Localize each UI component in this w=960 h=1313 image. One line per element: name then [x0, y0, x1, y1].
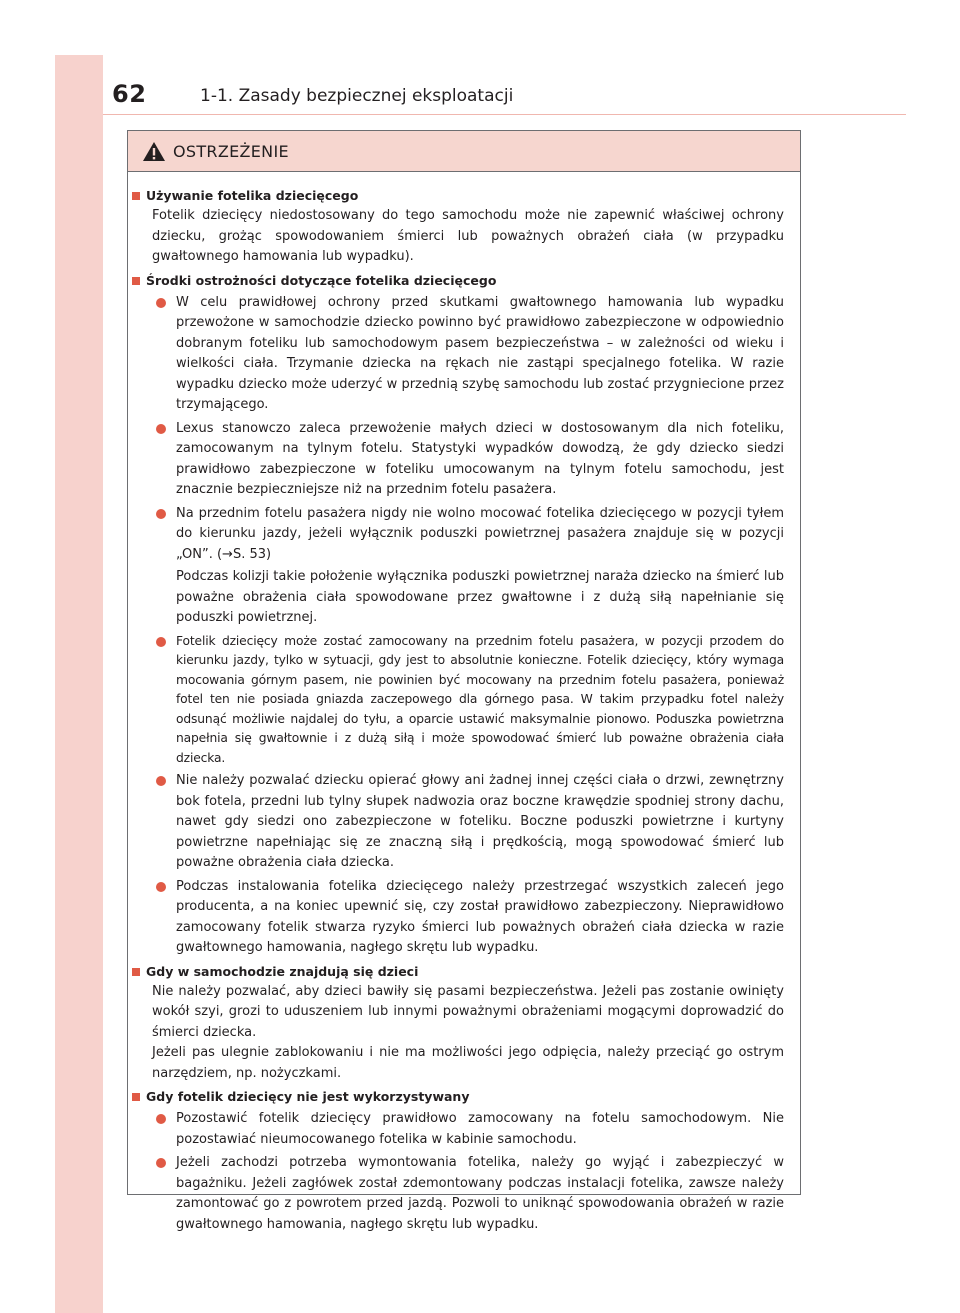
section-seat-not-used	[132, 1087, 784, 1235]
warning-box	[127, 130, 801, 1232]
bullet-item	[132, 504, 784, 629]
warning-header	[128, 131, 800, 172]
section-paragraph: Jeżeli pas ulegnie zablokowaniu i nie ma możliwości jego odpięcia, należy przeciąć go ostrym narzędziem, np. nożyczkami.	[152, 1045, 784, 1081]
section-heading: Gdy w samochodzie znajdują się dzieci	[132, 962, 784, 982]
side-color-band	[55, 55, 103, 1313]
section-heading: Gdy fotelik dziecięcy nie jest wykorzystywany	[132, 1087, 784, 1107]
header-divider	[103, 114, 906, 115]
warning-title: OSTRZEŻENIE	[173, 141, 289, 161]
running-header: 1-1. Zasady bezpiecznej eksploatacji	[200, 86, 514, 106]
bullet-text: Na przednim fotelu pasażera nigdy nie wolno mocować fotelika dziecięcego w pozycji tyłem do kierunku jazdy, jeżeli wyłącznik poduszki powietrznej pasażera znajduje się w pozycji „ON”. (→S. 53)	[176, 505, 784, 562]
page-number: 62	[112, 80, 147, 108]
bullet-item: Fotelik dziecięcy może zostać zamocowany na przednim fotelu pasażera, w pozycji przodem do kierunku jazdy, tylko w sytuacji, gdy jest to absolutnie konieczne. Fotelik dziecięcy, który wymaga mocowania górnym pasem, nie powinien być mocowany na przednim fotelu pasażera, ponieważ fotel ten nie posiada gniazda zaczepowego dla górnego pasa. W takim przypadku fotel należy odsunąć możliwie najdalej do tyłu, a oparcie ustawić maksymalnie pionowo. Poduszka powietrzna napełnia się gwałtownie i z dużą siłą i może spowodować śmierć lub poważne obrażenia ciała dziecka.	[132, 632, 784, 769]
section-child-seat-precautions	[132, 271, 784, 959]
bullet-item: Pozostawić fotelik dziecięcy prawidłowo zamocowany na fotelu samochodowym. Nie pozostawiać nieumocowanego fotelika w kabinie samochodu.	[132, 1109, 784, 1150]
section-child-seat-use	[132, 186, 784, 268]
section-children-in-car	[132, 962, 784, 1085]
warning-triangle-icon	[142, 141, 166, 162]
section-heading: Środki ostrożności dotyczące fotelika dziecięcego	[132, 271, 784, 291]
section-paragraph: Fotelik dziecięcy niedostosowany do tego samochodu może nie zapewnić właściwej ochrony dziecku, grożąc spowodowaniem śmierci lub poważnych obrażeń ciała (w przypadku gwałtownego hamowania lub wypadku).	[152, 208, 784, 264]
warning-body	[128, 172, 800, 1235]
bullet-item: Podczas instalowania fotelika dziecięcego należy przestrzegać wszystkich zaleceń jego producenta, a na koniec upewnić się, czy został prawidłowo zabezpieczony. Nieprawidłowo zamocowany fotelik stwarza ryzyko śmierci lub poważnych obrażeń ciała dziecka w razie gwałtownego hamowania, nagłego skrętu lub wypadku.	[132, 877, 784, 959]
section-heading: Używanie fotelika dziecięcego	[132, 186, 784, 206]
bullet-item: Jeżeli zachodzi potrzeba wymontowania fotelika, należy go wyjąć i zabezpieczyć w bagażniku. Jeżeli zagłówek został zdemontowany podczas instalacji fotelika, zawsze należy zamontować go z powrotem przed jazdą. Pozwoli to uniknąć spowodowania obrażeń w razie gwałtownego hamowania, nagłego skrętu lub wypadku.	[132, 1153, 784, 1235]
section-paragraph: Nie należy pozwalać, aby dzieci bawiły się pasami bezpieczeństwa. Jeżeli pas zostanie owinięty wokół szyi, grozi to uduszeniem lub innymi poważnymi obrażeniami mogącymi doprowadzić do śmierci dziecka.	[152, 983, 784, 1040]
bullet-item: Lexus stanowczo zaleca przewożenie małych dzieci w dostosowanym dla nich foteliku, zamocowanym na tylnym fotelu. Statystyki wypadków dowodzą, że gdy dziecko siedzi prawidłowo zabezpieczone w foteliku umocowanym na tylnym fotelu samochodu, jest znacznie bezpieczniejsze niż na przednim fotelu pasażera.	[132, 419, 784, 501]
bullet-subparagraph: Podczas kolizji takie położenie wyłącznika poduszki powietrznej naraża dziecko na śmierć lub poważne obrażenia ciała spowodowane przez gwałtowne i z dużą siłą napełnianie się poduszki powietrznej.	[176, 569, 784, 625]
bullet-item: W celu prawidłowej ochrony przed skutkami gwałtownego hamowania lub wypadku przewożone w samochodzie dziecko powinno być prawidłowo zabezpieczone w odpowiednio dobranym foteliku lub samochodowym pasem bezpieczeństwa – w zależności od wieku i wielkości ciała. Trzymanie dziecka na rękach nie zastąpi specjalnego fotelika. W razie wypadku dziecko może uderzyć w przednią szybę samochodu lub zostać przygniecione przez trzymającego.	[132, 293, 784, 416]
bullet-item: Nie należy pozwalać dziecku opierać głowy ani żadnej innej części ciała o drzwi, zewnętrzny bok fotela, przedni lub tylny słupek nadwozia oraz boczne krawędzie spodniej strony dachu, nawet gdy siedzi ono zabezpieczone w foteliku. Boczne poduszki powietrzne i kurtyny powietrzne napełniając się ze znaczną siłą i prędkością, mogą spowodować śmierć lub poważne obrażenia ciała dziecka.	[132, 771, 784, 874]
